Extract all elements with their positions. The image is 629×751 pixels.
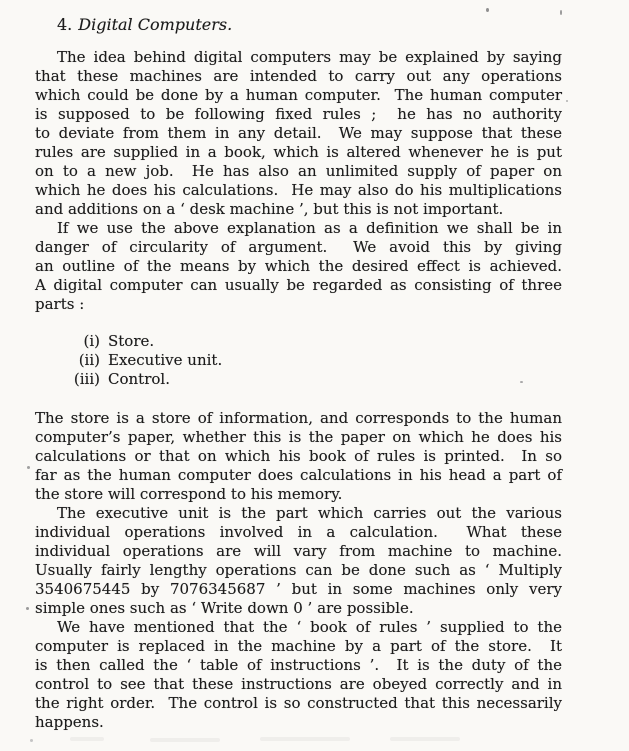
list-item [35, 351, 562, 370]
scan-speck [486, 8, 489, 12]
scan-smudge [150, 738, 220, 742]
text-line: on to a new job. He has also an unlimited supply of paper on [35, 162, 562, 180]
text-line: 3540675445 by 7076345687 ’ but in some machines only very [35, 580, 562, 598]
text-line: Usually fairly lengthy operations can be done such as ‘ Multiply [35, 561, 562, 579]
list-item-label: Control. [108, 370, 170, 388]
text-line: rules are supplied in a book, which is altered whenever he is put [35, 143, 562, 161]
section-title: Digital Computers. [78, 15, 233, 34]
section-heading [35, 15, 562, 34]
text-line: individual operations are will vary from machine to machine. [35, 542, 562, 560]
scan-speck [560, 10, 562, 15]
paragraph [35, 618, 562, 732]
text-line: the right order. The control is so constructed that this necessarily [35, 694, 562, 712]
text-line: control to see that these instructions are obeyed correctly and in [35, 675, 562, 693]
paragraph [35, 504, 562, 618]
text-line: and additions on a ‘ desk machine ’, but this is not important. [35, 200, 504, 218]
list-item-numeral: (ii) [78, 351, 100, 369]
scan-smudge [390, 737, 460, 741]
paragraph [35, 48, 562, 219]
text-line: computer’s paper, whether this is the paper on which he does his [35, 428, 562, 446]
text-line: danger of circularity of argument. We avoid this by giving [35, 238, 562, 256]
scan-speck [520, 381, 523, 383]
list-item [35, 332, 562, 351]
list-item-label: Store. [108, 332, 155, 350]
text-line: that these machines are intended to carry out any operations [35, 67, 562, 85]
list-item-label: Executive unit. [108, 351, 223, 369]
scan-speck [30, 739, 33, 742]
scan-smudge [260, 737, 350, 741]
text-line: is supposed to be following fixed rules ; he has no authority [35, 105, 562, 123]
paragraph [35, 219, 562, 314]
scan-speck [26, 607, 29, 610]
text-line: which he does his calculations. He may also do his multiplications [35, 181, 562, 199]
text-line: calculations or that on which his book of rules is printed. In so [35, 447, 562, 465]
list-item [35, 370, 562, 389]
text-line: parts : [35, 295, 85, 313]
text-line: individual operations involved in a calculation. What these [35, 523, 562, 541]
text-line: A digital computer can usually be regarded as consisting of three [35, 276, 562, 294]
list-item-numeral: (i) [83, 332, 100, 350]
text-line: The store is a store of information, and corresponds to the human [35, 409, 562, 427]
text-line: to deviate from them in any detail. We may suppose that these [35, 124, 562, 142]
list-item-numeral: (iii) [73, 370, 100, 388]
text-line: is then called the ‘ table of instructions ’. It is the duty of the [35, 656, 562, 674]
section-number: 4. [57, 15, 73, 34]
text-line: computer is replaced in the machine by a part of the store. It [35, 637, 562, 655]
scan-smudge [70, 737, 104, 741]
parts-list [35, 332, 562, 389]
text-line: simple ones such as ‘ Write down 0 ’ are possible. [35, 599, 414, 617]
text-line: The idea behind digital computers may be explained by saying [57, 48, 562, 66]
scan-speck [27, 466, 30, 469]
text-line: If we use the above explanation as a definition we shall be in [57, 219, 562, 237]
paragraph [35, 409, 562, 504]
text-line: the store will correspond to his memory. [35, 485, 343, 503]
text-line: happens. [35, 713, 104, 731]
text-block [35, 15, 562, 732]
text-line: an outline of the means by which the desired effect is achieved. [35, 257, 562, 275]
text-line: The executive unit is the part which carries out the various [57, 504, 562, 522]
scan-speck [566, 100, 568, 102]
text-line: We have mentioned that the ‘ book of rules ’ supplied to the [57, 618, 562, 636]
text-line: which could be done by a human computer. The human computer [35, 86, 562, 104]
text-line: far as the human computer does calculations in his head a part of [35, 466, 562, 484]
